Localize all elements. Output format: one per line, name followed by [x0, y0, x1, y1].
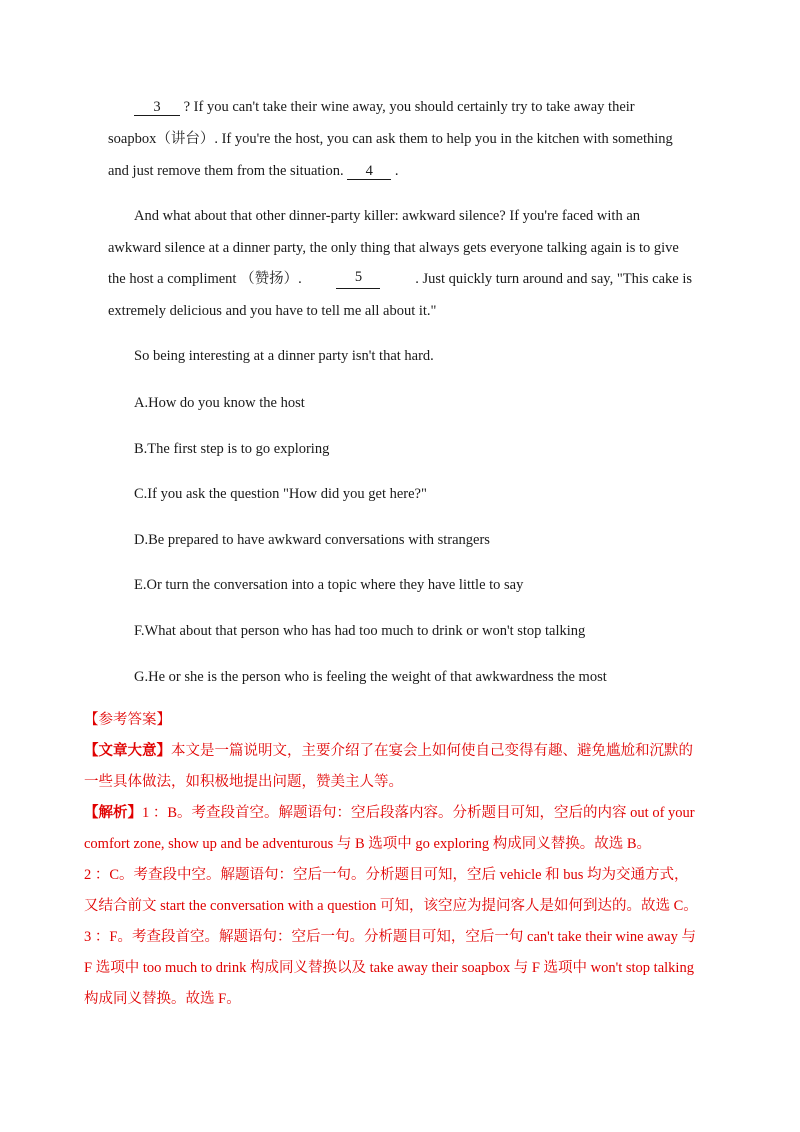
- passage-line: So being interesting at a dinner party isn't that hard.: [134, 348, 434, 364]
- passage-line: [108, 161, 398, 181]
- analysis-line: F 选项中 too much to drink 构成同义替换以及 take away their soapbox 与 F 选项中 won't stop talking: [84, 960, 694, 976]
- passage-text: the host a compliment （赞扬）.: [108, 271, 302, 287]
- option-f: F.What about that person who has had too much to drink or won't stop talking: [134, 623, 586, 639]
- answer-header: 【参考答案】: [84, 712, 171, 728]
- option-g: G.He or she is the person who is feeling the weight of that awkwardness the most: [134, 669, 607, 685]
- passage-text: and just remove them from the situation.: [108, 163, 344, 179]
- summary-text: 本文是一篇说明文，主要介绍了在宴会上如何使自己变得有趣、避免尴尬和沉默的: [171, 743, 693, 759]
- blank-4: 4: [347, 163, 391, 180]
- summary-line: [84, 741, 693, 761]
- analysis-line: 3 ：F。考查段首空。解题语句：空后一句。分析题目可知，空后一句 can't take their wine away 与: [84, 929, 696, 945]
- analysis-line: 构成同义替换。故选 F。: [84, 991, 241, 1007]
- passage-line: soapbox（讲台）. If you're the host, you can ask them to help you in the kitchen with something: [108, 131, 673, 147]
- option-d: D.Be prepared to have awkward conversations with strangers: [134, 532, 490, 548]
- analysis-line: [84, 803, 695, 823]
- analysis-line: 2 ：C。考查段中空。解题语句：空后一句。分析题目可知，空后 vehicle 和 bus 均为交通方式，: [84, 867, 689, 883]
- passage-line: extremely delicious and you have to tell me all about it.": [108, 303, 437, 319]
- passage-text: ? If you can't take their wine away, you should certainly try to take away their: [183, 99, 635, 115]
- blank-5: 5: [336, 269, 380, 289]
- passage-line: awkward silence at a dinner party, the only thing that always gets everyone talking again is to give: [108, 240, 679, 256]
- passage-text: .: [394, 163, 399, 179]
- analysis-text: 1 ：B。考查段首空。解题语句：空后段落内容。分析题目可知，空后的内容 out of your: [142, 805, 695, 821]
- option-e: E.Or turn the conversation into a topic where they have little to say: [134, 577, 524, 593]
- passage-line: [134, 97, 635, 117]
- option-b: B.The first step is to go exploring: [134, 441, 330, 457]
- summary-line: 一些具体做法，如积极地提出问题，赞美主人等。: [84, 774, 403, 790]
- analysis-line: comfort zone, show up and be adventurous 与 B 选项中 go exploring 构成同义替换。故选 B。: [84, 836, 652, 852]
- passage-text: . Just quickly turn around and say, "This cake is: [415, 271, 692, 287]
- analysis-label: 【解析】: [84, 805, 142, 821]
- analysis-line: 又结合前文 start the conversation with a question 可知，该空应为提问客人是如何到达的。故选 C。: [84, 898, 698, 914]
- passage-line: [108, 269, 692, 289]
- summary-label: 【文章大意】: [84, 743, 171, 759]
- option-a: A.How do you know the host: [134, 395, 305, 411]
- option-c: C.If you ask the question "How did you get here?": [134, 486, 427, 502]
- blank-3: 3: [134, 99, 180, 116]
- passage-line: And what about that other dinner-party killer: awkward silence? If you're faced with an: [134, 208, 641, 224]
